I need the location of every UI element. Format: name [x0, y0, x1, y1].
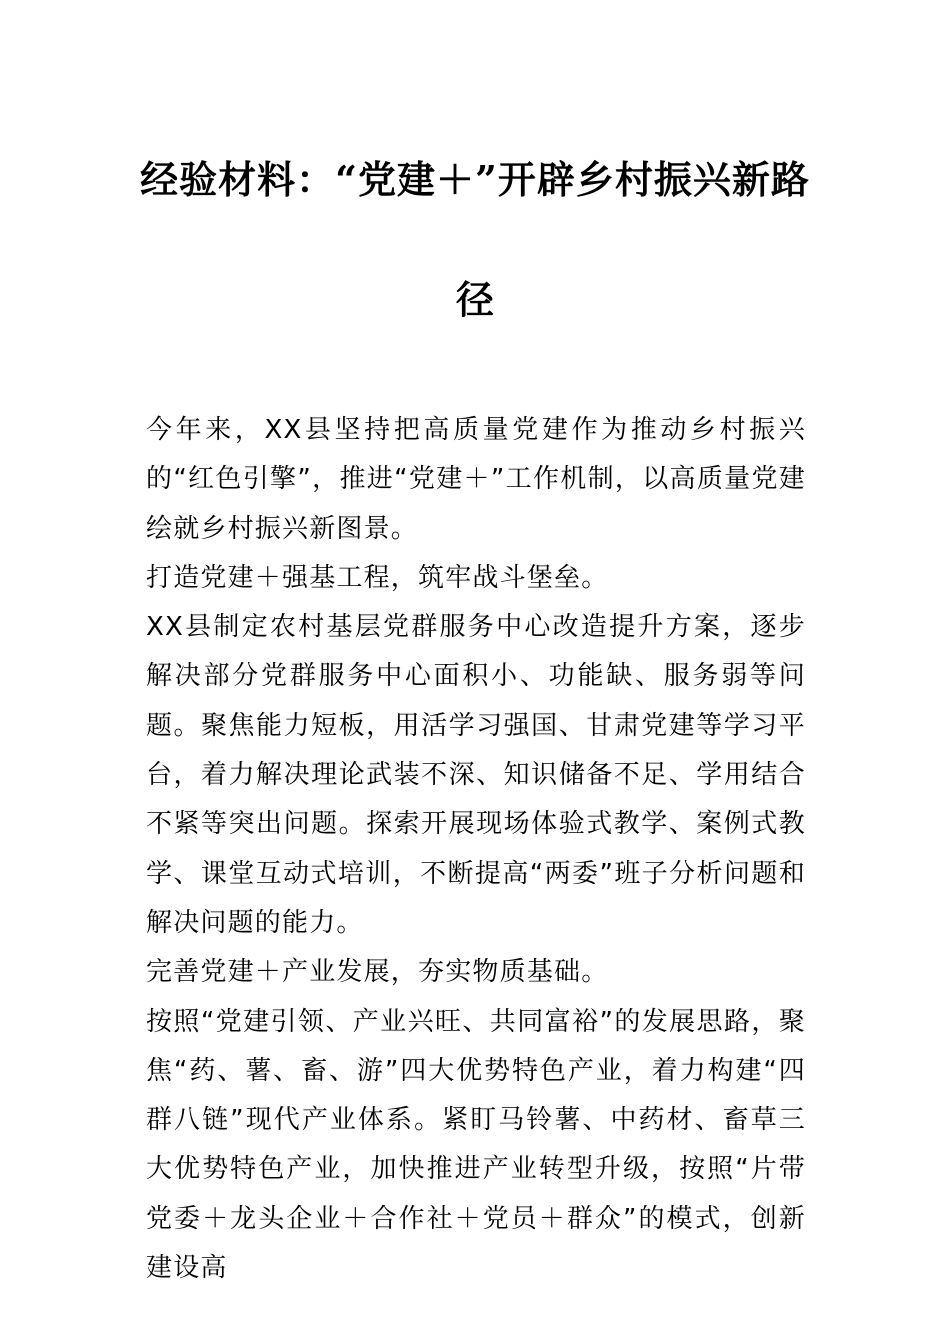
paragraph-intro: 今年来，XX县坚持把高质量党建作为推动乡村振兴的“红色引擎”，推进“党建＋”工作机制，以高质量党建绘就乡村振兴新图景。	[146, 415, 806, 544]
document-body	[146, 406, 806, 1293]
section-heading-strong-base: 打造党建＋强基工程，筑牢战斗堡垒。	[146, 562, 609, 593]
paragraph-strong-base: XX县制定农村基层党群服务中心改造提升方案，逐步解决部分党群服务中心面积小、功能缺、服务弱等问题。聚焦能力短板，用活学习强国、甘肃党建等学习平台，着力解决理论武装不深、知识储备不足、学用结合不紧等突出问题。探索开展现场体验式教学、案例式教学、课堂互动式培训，不断提高“两委”班子分析问题和解决问题的能力。	[146, 612, 806, 938]
document-title: 经验材料：“党建＋”开辟乡村振兴新路	[140, 157, 810, 202]
document-title-continuation: 径	[455, 277, 494, 322]
paragraph-industry: 按照“党建引领、产业兴旺、共同富裕”的发展思路，聚焦“药、薯、畜、游”四大优势特色产业，着力构建“四群八链”现代产业体系。紧盯马铃薯、中药材、畜草三大优势特色产业，加快推进产业转型升级，按照“片带党委＋龙头企业＋合作社＋党员＋群众”的模式，创新建设高	[146, 1006, 806, 1284]
section-heading-industry: 完善党建＋产业发展，夯实物质基础。	[146, 957, 609, 988]
